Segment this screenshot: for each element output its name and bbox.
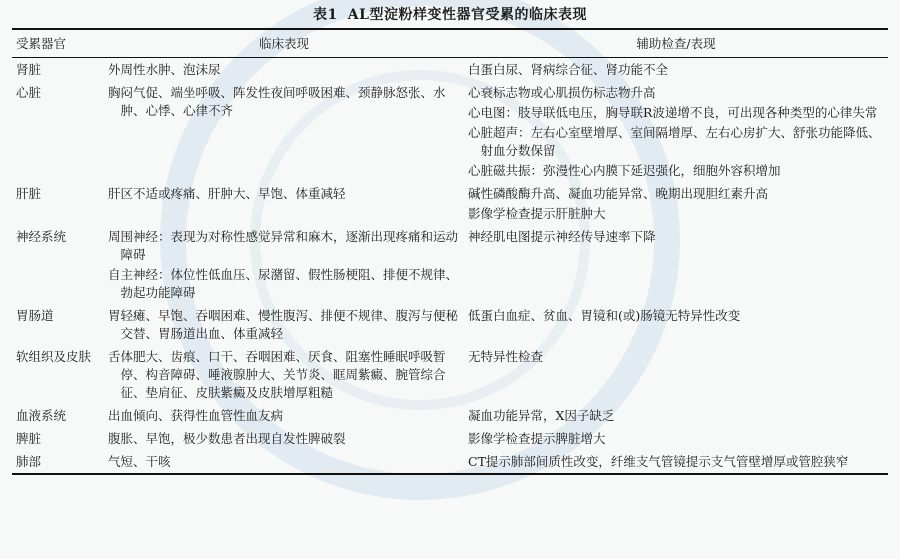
clinical-item: 自主神经：体位性低血压、尿潴留、假性肠梗阻、排便不规律、勃起功能障碍 — [108, 267, 459, 300]
clinical-item: 胸闷气促、端坐呼吸、阵发性夜间呼吸困难、颈静脉怒张、水肿、心悸、心律不齐 — [108, 85, 446, 118]
table-row — [12, 404, 888, 427]
table-row — [12, 81, 888, 182]
organ-cell: 肝脏 — [16, 186, 42, 201]
organ-cell: 软组织及皮肤 — [16, 349, 92, 364]
tests-cell — [464, 450, 888, 474]
table-row — [12, 345, 888, 404]
clinical-cell — [104, 225, 464, 304]
header-organ: 受累器官 — [12, 29, 104, 58]
organ-cell: 脾脏 — [16, 431, 42, 446]
clinical-cell — [104, 58, 464, 82]
organ-cell: 胃肠道 — [16, 308, 54, 323]
clinical-item: 出血倾向、获得性血管性血友病 — [108, 408, 284, 423]
test-item: 凝血功能异常，X因子缺乏 — [468, 408, 615, 423]
clinical-item: 胃轻瘫、早饱、吞咽困难、慢性腹泻、排便不规律、腹泻与便秘交替、胃肠道出血、体重减轻 — [108, 308, 459, 341]
test-item: 影像学检查提示肝脏肿大 — [468, 206, 606, 221]
header-tests: 辅助检查/表现 — [464, 29, 888, 58]
tests-cell — [464, 404, 888, 427]
clinical-item: 腹胀、早饱，极少数患者出现自发性脾破裂 — [108, 431, 346, 446]
clinical-cell — [104, 427, 464, 450]
test-item: 白蛋白尿、肾病综合征、肾功能不全 — [468, 62, 669, 77]
organ-cell: 肺部 — [12, 450, 104, 474]
test-item: 心脏磁共振：弥漫性心内膜下延迟强化，细胞外容积增加 — [468, 163, 781, 178]
test-item: 无特异性检查 — [468, 349, 544, 364]
table-row — [12, 450, 888, 474]
tests-cell — [464, 225, 888, 304]
header-row — [12, 29, 888, 58]
tests-cell — [464, 58, 888, 82]
test-item: 心脏超声：左右心室壁增厚、室间隔增厚、左右心房扩大、舒张功能降低、射血分数保留 — [468, 125, 881, 158]
organ-cell: 血液系统 — [16, 408, 67, 423]
clinical-cell — [104, 304, 464, 345]
tests-cell — [464, 345, 888, 404]
tests-cell — [464, 81, 888, 182]
test-item: 影像学检查提示脾脏增大 — [468, 431, 606, 446]
test-item: 低蛋白血症、贫血、胃镜和(或)肠镜无特异性改变 — [468, 308, 741, 323]
table-row — [12, 427, 888, 450]
tests-cell — [464, 427, 888, 450]
table-row — [12, 304, 888, 345]
clinical-cell — [104, 345, 464, 404]
organ-cell: 肾脏 — [16, 62, 42, 77]
clinical-cell — [104, 182, 464, 225]
table-row — [12, 58, 888, 82]
table-title: AL型淀粉样变性器官受累的临床表现 — [347, 7, 587, 23]
table-row — [12, 225, 888, 304]
clinical-cell — [104, 81, 464, 182]
test-item: 心电图：肢导联低电压，胸导联R波递增不良，可出现各种类型的心律失常 — [468, 105, 878, 120]
clinical-cell — [104, 450, 464, 474]
clinical-item: 外周性水肿、泡沫尿 — [108, 62, 221, 77]
test-item: CT提示肺部间质性改变，纤维支气管镜提示支气管壁增厚或管腔狭窄 — [468, 454, 849, 469]
tests-cell — [464, 182, 888, 225]
clinical-item: 舌体肥大、齿痕、口干、吞咽困难、厌食、阻塞性睡眠呼吸暂停、构音障碍、唾液腺肿大、关节炎、眶周紫癜、腕管综合征、垫肩征、皮肤紫癜及皮肤增厚粗糙 — [108, 349, 446, 400]
header-clinical: 临床表现 — [104, 29, 464, 58]
clinical-item: 肝区不适或疼痛、肝肿大、早饱、体重减轻 — [108, 186, 346, 201]
clinical-cell — [104, 404, 464, 427]
clinical-item: 气短、干咳 — [108, 454, 171, 469]
table-row — [12, 182, 888, 225]
test-item: 神经肌电图提示神经传导速率下降 — [468, 229, 656, 244]
clinical-table — [12, 28, 888, 475]
organ-cell: 心脏 — [16, 85, 42, 100]
tests-cell — [464, 304, 888, 345]
test-item: 碱性磷酸酶升高、凝血功能异常、晚期出现胆红素升高 — [468, 186, 769, 201]
clinical-item: 周围神经：表现为对称性感觉异常和麻木，逐渐出现疼痛和运动障碍 — [108, 229, 459, 262]
test-item: 心衰标志物或心肌损伤标志物升高 — [468, 85, 656, 100]
table-number: 表1 — [313, 7, 338, 23]
table-caption — [0, 4, 900, 24]
organ-cell: 神经系统 — [16, 229, 67, 244]
